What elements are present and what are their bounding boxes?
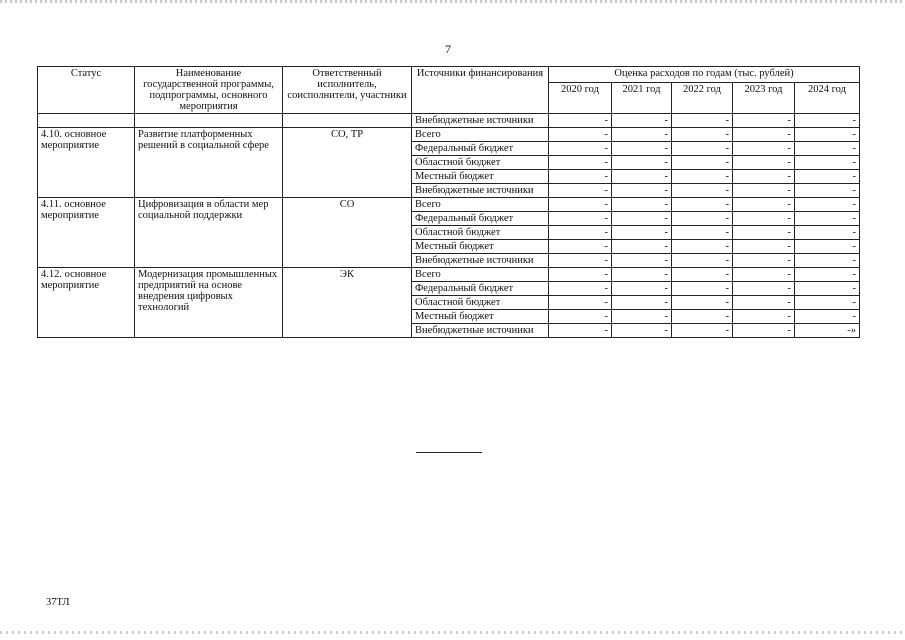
status-cell: 4.11. основное мероприятие xyxy=(38,198,135,268)
value-cell: - xyxy=(612,170,672,184)
value-cell: - xyxy=(672,184,733,198)
source-cell: Областной бюджет xyxy=(412,226,549,240)
value-cell: - xyxy=(672,198,733,212)
value-cell: - xyxy=(733,268,795,282)
value-cell: - xyxy=(549,198,612,212)
responsible-cell: ЭК xyxy=(283,268,412,338)
responsible-cell xyxy=(283,114,412,128)
value-cell: - xyxy=(795,170,860,184)
value-cell: - xyxy=(795,296,860,310)
source-cell: Внебюджетные источники xyxy=(412,254,549,268)
header-year: 2023 год xyxy=(733,83,795,114)
name-cell xyxy=(135,114,283,128)
table-row xyxy=(38,198,860,212)
value-cell: - xyxy=(612,296,672,310)
value-cell: - xyxy=(733,226,795,240)
responsible-cell: СО, ТР xyxy=(283,128,412,198)
header-estimate: Оценка расходов по годам (тыс. рублей) xyxy=(549,67,860,83)
value-cell: - xyxy=(733,310,795,324)
value-cell: - xyxy=(672,296,733,310)
value-cell: - xyxy=(549,128,612,142)
value-cell: - xyxy=(549,226,612,240)
value-cell: - xyxy=(672,128,733,142)
value-cell: - xyxy=(549,170,612,184)
value-cell: - xyxy=(795,268,860,282)
header-year: 2022 год xyxy=(672,83,733,114)
value-cell: - xyxy=(795,282,860,296)
header-year: 2024 год xyxy=(795,83,860,114)
value-cell: - xyxy=(672,324,733,338)
source-cell: Всего xyxy=(412,128,549,142)
value-cell: - xyxy=(549,296,612,310)
source-cell: Местный бюджет xyxy=(412,310,549,324)
value-cell: - xyxy=(672,268,733,282)
value-cell: - xyxy=(549,212,612,226)
value-cell: - xyxy=(612,212,672,226)
value-cell: - xyxy=(672,310,733,324)
value-cell: - xyxy=(612,142,672,156)
responsible-cell: СО xyxy=(283,198,412,268)
value-cell: - xyxy=(733,142,795,156)
source-cell: Местный бюджет xyxy=(412,170,549,184)
value-cell: - xyxy=(733,156,795,170)
header-status: Статус xyxy=(38,67,135,114)
scan-edge-bottom xyxy=(0,631,905,634)
value-cell: - xyxy=(733,212,795,226)
value-cell: - xyxy=(612,156,672,170)
value-cell: - xyxy=(549,240,612,254)
header-sources: Источники финансирования xyxy=(412,67,549,114)
value-cell: - xyxy=(795,184,860,198)
name-cell: Цифровизация в области мер социальной поддержки xyxy=(135,198,283,268)
value-cell: - xyxy=(733,296,795,310)
scan-edge-top xyxy=(0,0,905,3)
value-cell: - xyxy=(612,128,672,142)
source-cell: Федеральный бюджет xyxy=(412,142,549,156)
value-cell: - xyxy=(612,184,672,198)
document-code: 37ТЛ xyxy=(46,597,70,608)
source-cell: Внебюджетные источники xyxy=(412,324,549,338)
value-cell: - xyxy=(795,114,860,128)
value-cell: - xyxy=(549,254,612,268)
value-cell: - xyxy=(795,128,860,142)
source-cell: Федеральный бюджет xyxy=(412,212,549,226)
value-cell: - xyxy=(549,142,612,156)
value-cell: - xyxy=(612,310,672,324)
value-cell: - xyxy=(672,254,733,268)
status-cell: 4.12. основное мероприятие xyxy=(38,268,135,338)
value-cell: - xyxy=(672,240,733,254)
value-cell: - xyxy=(733,198,795,212)
value-cell: - xyxy=(733,254,795,268)
source-cell: Областной бюджет xyxy=(412,156,549,170)
value-cell: - xyxy=(549,114,612,128)
value-cell: - xyxy=(549,282,612,296)
value-cell: - xyxy=(795,310,860,324)
end-separator-line xyxy=(416,452,482,453)
source-cell: Всего xyxy=(412,198,549,212)
value-cell: - xyxy=(672,170,733,184)
value-cell: - xyxy=(672,226,733,240)
value-cell: - xyxy=(795,254,860,268)
value-cell: - xyxy=(733,282,795,296)
source-cell: Внебюджетные источники xyxy=(412,114,549,128)
table-header-row xyxy=(38,67,860,83)
source-cell: Областной бюджет xyxy=(412,296,549,310)
source-cell: Федеральный бюджет xyxy=(412,282,549,296)
value-cell: - xyxy=(612,226,672,240)
table-row xyxy=(38,128,860,142)
value-cell: - xyxy=(733,240,795,254)
value-cell: - xyxy=(549,268,612,282)
status-cell: 4.10. основное мероприятие xyxy=(38,128,135,198)
value-cell: - xyxy=(672,114,733,128)
source-cell: Внебюджетные источники xyxy=(412,184,549,198)
name-cell: Модернизация промышленных предприятий на основе внедрения цифровых технологий xyxy=(135,268,283,338)
value-cell: - xyxy=(795,240,860,254)
source-cell: Местный бюджет xyxy=(412,240,549,254)
table-row xyxy=(38,268,860,282)
value-cell: - xyxy=(795,212,860,226)
value-cell: - xyxy=(672,142,733,156)
expenditure-table xyxy=(37,66,860,338)
value-cell: - xyxy=(612,114,672,128)
value-cell: - xyxy=(612,282,672,296)
header-responsible: Ответственный исполнитель, соисполнители, участники xyxy=(283,67,412,114)
value-cell: - xyxy=(612,254,672,268)
value-cell: - xyxy=(733,170,795,184)
value-cell: - xyxy=(795,226,860,240)
value-cell: - xyxy=(672,282,733,296)
value-cell: - xyxy=(612,324,672,338)
value-cell: - xyxy=(733,184,795,198)
value-cell: - xyxy=(795,198,860,212)
value-cell: - xyxy=(733,114,795,128)
status-cell xyxy=(38,114,135,128)
value-cell: - xyxy=(549,156,612,170)
value-cell: -» xyxy=(795,324,860,338)
value-cell: - xyxy=(672,156,733,170)
value-cell: - xyxy=(672,212,733,226)
value-cell: - xyxy=(733,128,795,142)
value-cell: - xyxy=(795,156,860,170)
value-cell: - xyxy=(612,198,672,212)
source-cell: Всего xyxy=(412,268,549,282)
page-number: 7 xyxy=(445,42,451,56)
header-name: Наименование государственной программы, подпрограммы, основного мероприятия xyxy=(135,67,283,114)
value-cell: - xyxy=(612,240,672,254)
value-cell: - xyxy=(549,184,612,198)
value-cell: - xyxy=(795,142,860,156)
value-cell: - xyxy=(733,324,795,338)
value-cell: - xyxy=(612,268,672,282)
header-year: 2020 год xyxy=(549,83,612,114)
name-cell: Развитие платформенных решений в социальной сфере xyxy=(135,128,283,198)
value-cell: - xyxy=(549,310,612,324)
table-row xyxy=(38,114,860,128)
header-year: 2021 год xyxy=(612,83,672,114)
value-cell: - xyxy=(549,324,612,338)
